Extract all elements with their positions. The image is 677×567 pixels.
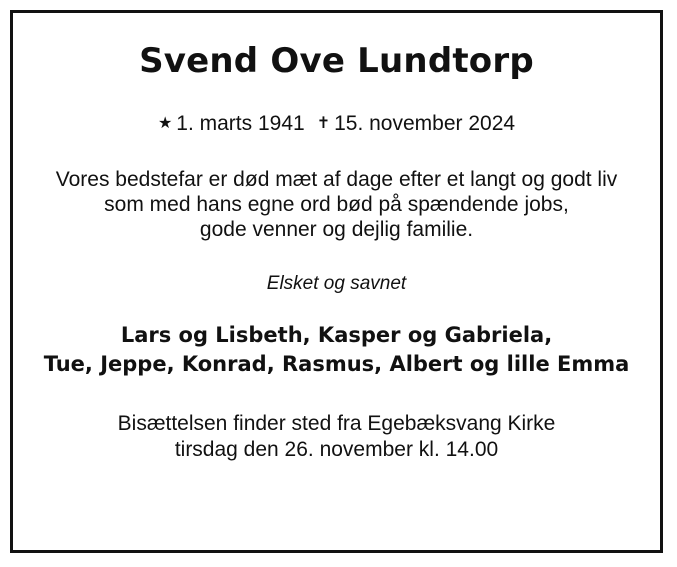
- family-line: Tue, Jeppe, Konrad, Rasmus, Albert og lille Emma: [43, 352, 630, 376]
- memorial-text-line: Vores bedstefar er død mæt af dage efter et langt og godt liv: [55, 168, 618, 191]
- notice-border: [10, 10, 663, 553]
- memorial-text-line: som med hans egne ord bød på spændende jobs,: [104, 193, 569, 216]
- star-icon: ★: [157, 115, 173, 132]
- memorial-text-line: gode venner og dejlig familie.: [199, 218, 474, 241]
- life-dates: [13, 111, 660, 137]
- birth-date: 1. marts 1941: [176, 112, 305, 135]
- death-date: 15. november 2024: [334, 112, 516, 135]
- cross-icon: ✝: [316, 115, 331, 132]
- memorial-text: [13, 167, 660, 242]
- family-names: [13, 321, 660, 379]
- service-line: Bisættelsen finder sted fra Egebæksvang Kirke: [117, 412, 556, 435]
- service-line: tirsdag den 26. november kl. 14.00: [174, 438, 499, 461]
- tagline: Elsket og savnet: [266, 273, 407, 294]
- service-info: [13, 411, 660, 463]
- deceased-name: Svend Ove Lundtorp: [139, 41, 534, 81]
- family-line: Lars og Lisbeth, Kasper og Gabriela,: [120, 323, 553, 347]
